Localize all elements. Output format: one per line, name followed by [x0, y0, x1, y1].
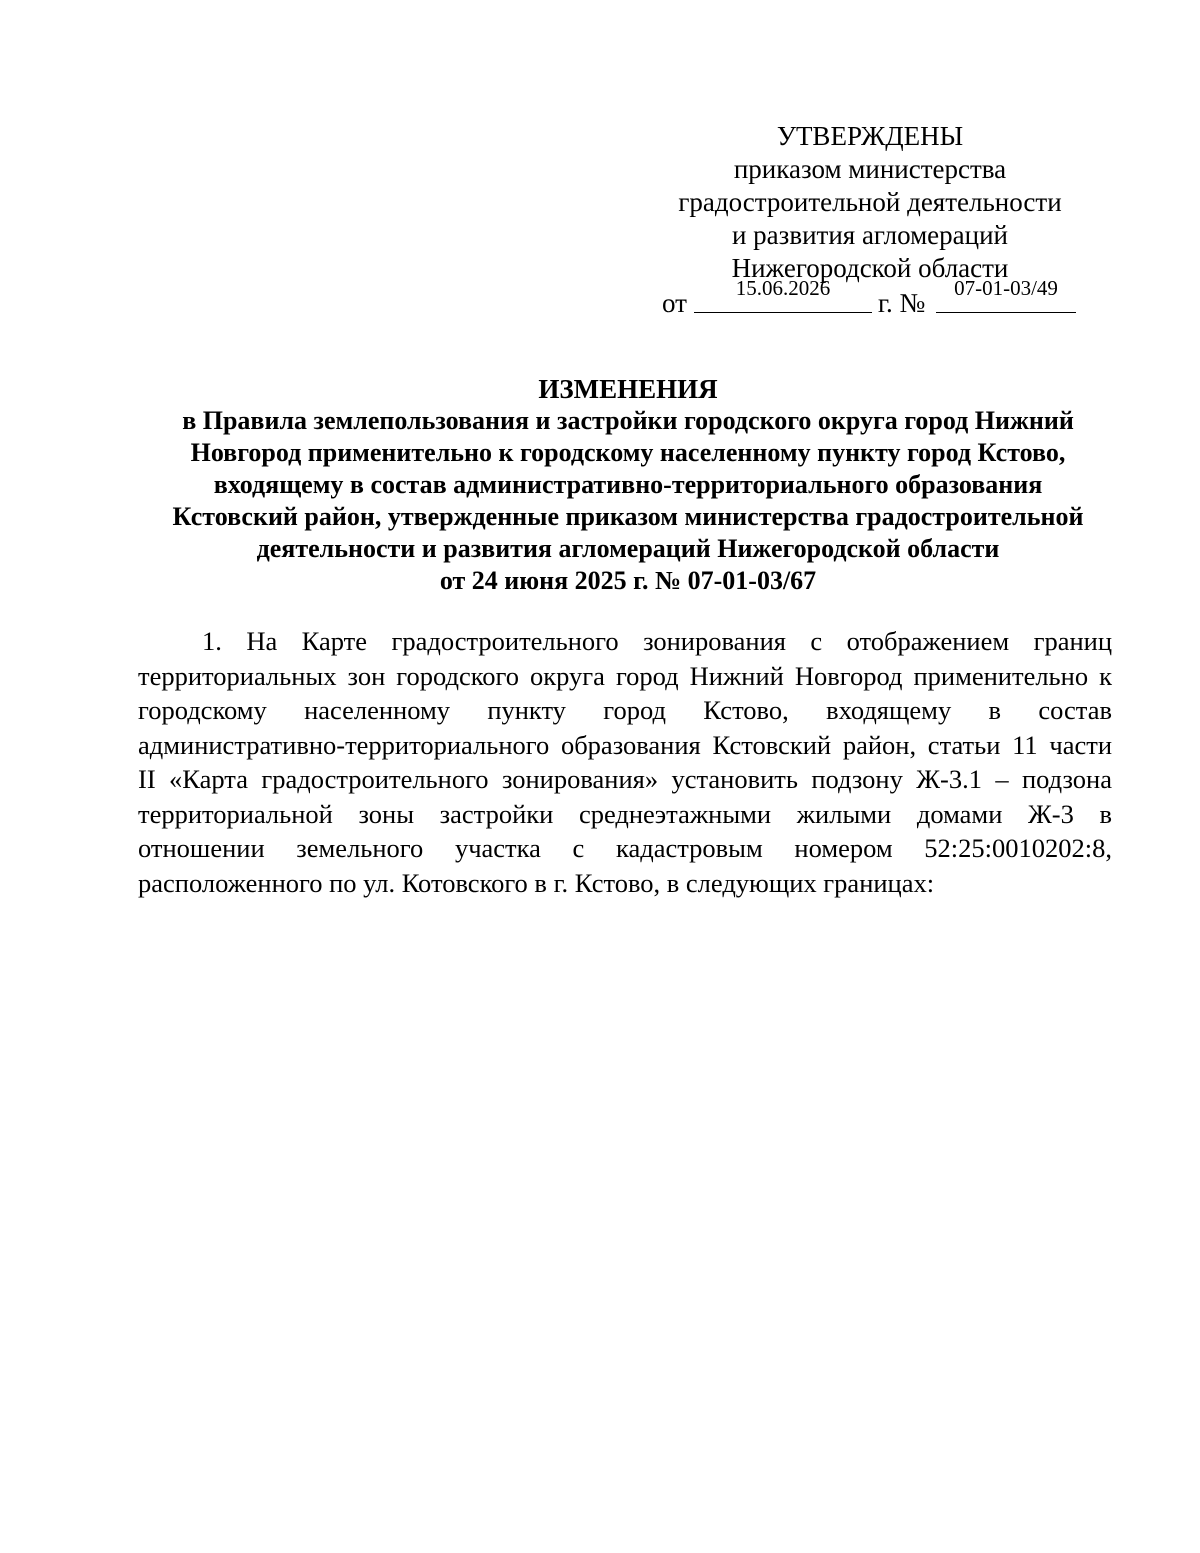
paragraph-line: административно-территориального образования Кстовский район, статьи 11 части: [138, 729, 1112, 760]
paragraph-line: территориальных зон городского округа город Нижний Новгород применительно к: [138, 660, 1112, 691]
heading-line: Кстовский район, утвержденные приказом министерства градостроительной: [172, 502, 1084, 531]
date-prefix-label: от: [662, 288, 687, 318]
number-underline: [936, 312, 1076, 313]
year-number-label: г. №: [878, 288, 926, 318]
order-number-value: 07-01-03/49: [954, 276, 1058, 300]
document-heading: [100, 373, 1156, 597]
approval-line: градостроительной деятельности: [678, 187, 1062, 217]
heading-line: от 24 июня 2025 г. № 07-01-03/67: [439, 566, 817, 595]
date-underline: [694, 312, 872, 313]
paragraph-line: II «Карта градостроительного зонирования» установить подзону Ж-3.1 – подзона: [138, 764, 1112, 794]
paragraph-line: отношении земельного участка с кадастровым номером 52:25:0010202:8,: [138, 833, 1112, 863]
approval-line: Нижегородской области: [731, 253, 1009, 283]
order-date-value: 15.06.2026: [735, 276, 831, 300]
heading-line: Новгород применительно к городскому населенному пункту город Кстово,: [190, 438, 1066, 467]
approval-block: [640, 120, 1100, 285]
document-title: ИЗМЕНЕНИЯ: [538, 374, 718, 404]
paragraph-line: территориальной зоны застройки среднеэтажными жилыми домами Ж-3 в: [138, 798, 1112, 829]
paragraph-line: 1. На Карте градостроительного зонирования с отображением границ: [202, 626, 1112, 656]
approval-line: приказом министерства: [733, 154, 1007, 184]
paragraph-line: городскому населенному пункту город Кстово, входящему в состав: [138, 695, 1112, 725]
approval-heading: УТВЕРЖДЕНЫ: [776, 121, 964, 151]
heading-line: в Правила землепользования и застройки городского округа город Нижний: [182, 406, 1074, 435]
approval-line: и развития агломераций: [731, 220, 1008, 250]
heading-line: входящему в состав административно-территориального образования: [213, 470, 1043, 499]
paragraph-line: расположенного по ул. Котовского в г. Кстово, в следующих границах:: [138, 867, 935, 898]
paragraph-1: [138, 624, 1112, 900]
order-date-number-line: [662, 276, 1082, 322]
heading-line: деятельности и развития агломераций Нижегородской области: [256, 534, 1000, 563]
